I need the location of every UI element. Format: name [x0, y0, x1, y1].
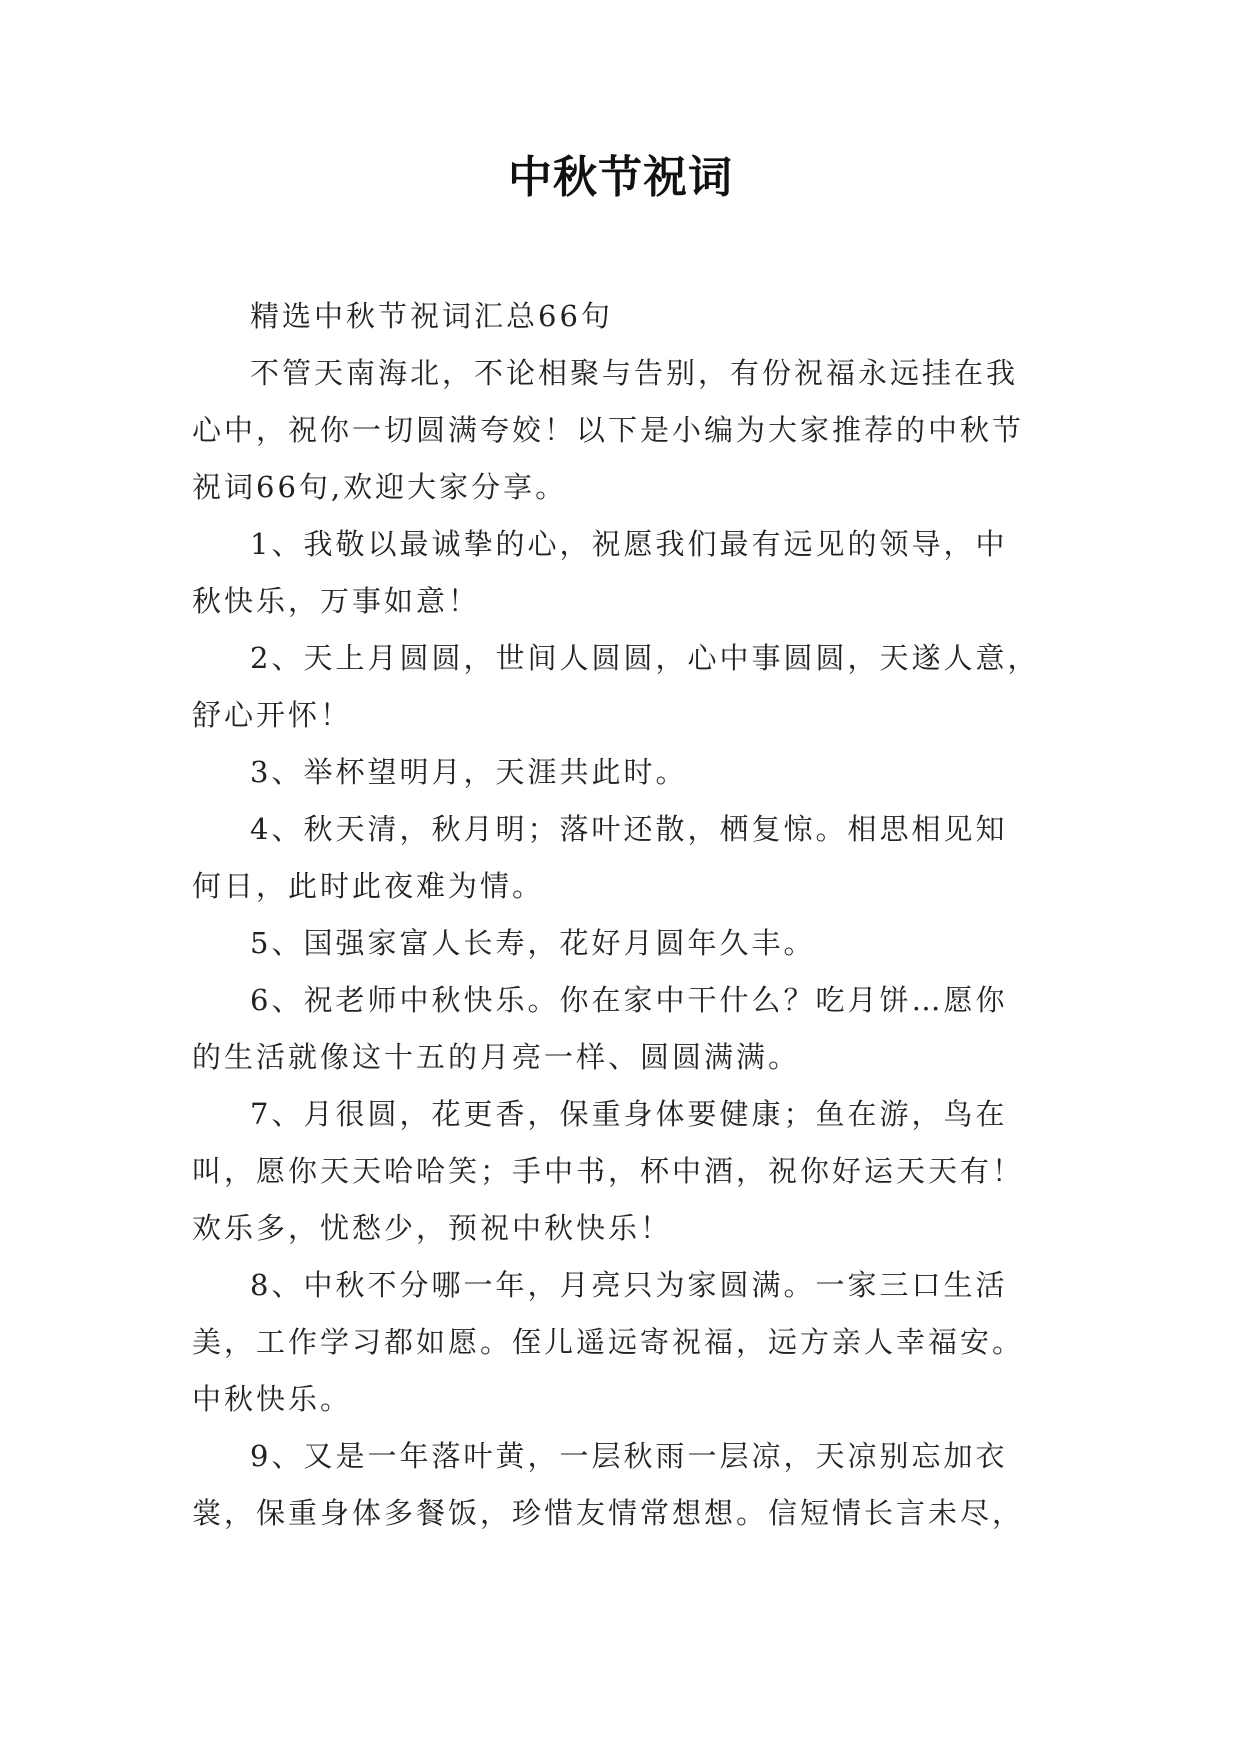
wish-item-8: 8、中秋不分哪一年，月亮只为家圆满。一家三口生活 美，工作学习都如愿。侄儿遥远寄祝福，远方亲人幸福安。 中秋快乐。 [192, 1268, 1025, 1416]
document-title: 中秋节祝词 [508, 152, 733, 203]
wish-item-6: 6、祝老师中秋快乐。你在家中干什么？吃月饼…愿你 的生活就像这十五的月亮一样、圆圆满满。 [192, 983, 1008, 1074]
wish-item-7: 7、月很圆，花更香，保重身体要健康；鱼在游，鸟在 叫，愿你天天哈哈笑；手中书，杯中酒，祝你好运天天有！ 欢乐多，忧愁少，预祝中秋快乐！ [192, 1097, 1025, 1245]
wish-item-9: 9、又是一年落叶黄，一层秋雨一层凉，天凉别忘加衣 裳，保重身体多餐饭，珍惜友情常想想。信短情长言未尽， [192, 1439, 1025, 1530]
wish-item-2: 2、天上月圆圆，世间人圆圆，心中事圆圆，天遂人意， 舒心开怀！ [192, 641, 1040, 732]
document-body [192, 288, 1058, 1542]
intro-paragraph: 不管天南海北，不论相聚与告别，有份祝福永远挂在我 心中，祝你一切圆满夸姣！以下是小编为大家推荐的中秋节 祝词66句,欢迎大家分享。 [192, 356, 1025, 504]
wish-item-1: 1、我敬以最诚挚的心，祝愿我们最有远见的领导，中 秋快乐，万事如意！ [192, 527, 1008, 618]
wish-item-5: 5、国强家富人长寿，花好月圆年久丰。 [250, 926, 816, 960]
wish-item-3: 3、举杯望明月，天涯共此时。 [250, 755, 688, 789]
intro-heading: 精选中秋节祝词汇总66句 [250, 299, 613, 333]
wish-item-4: 4、秋天清，秋月明；落叶还散，栖复惊。相思相见知 何日，此时此夜难为情。 [192, 812, 1008, 903]
